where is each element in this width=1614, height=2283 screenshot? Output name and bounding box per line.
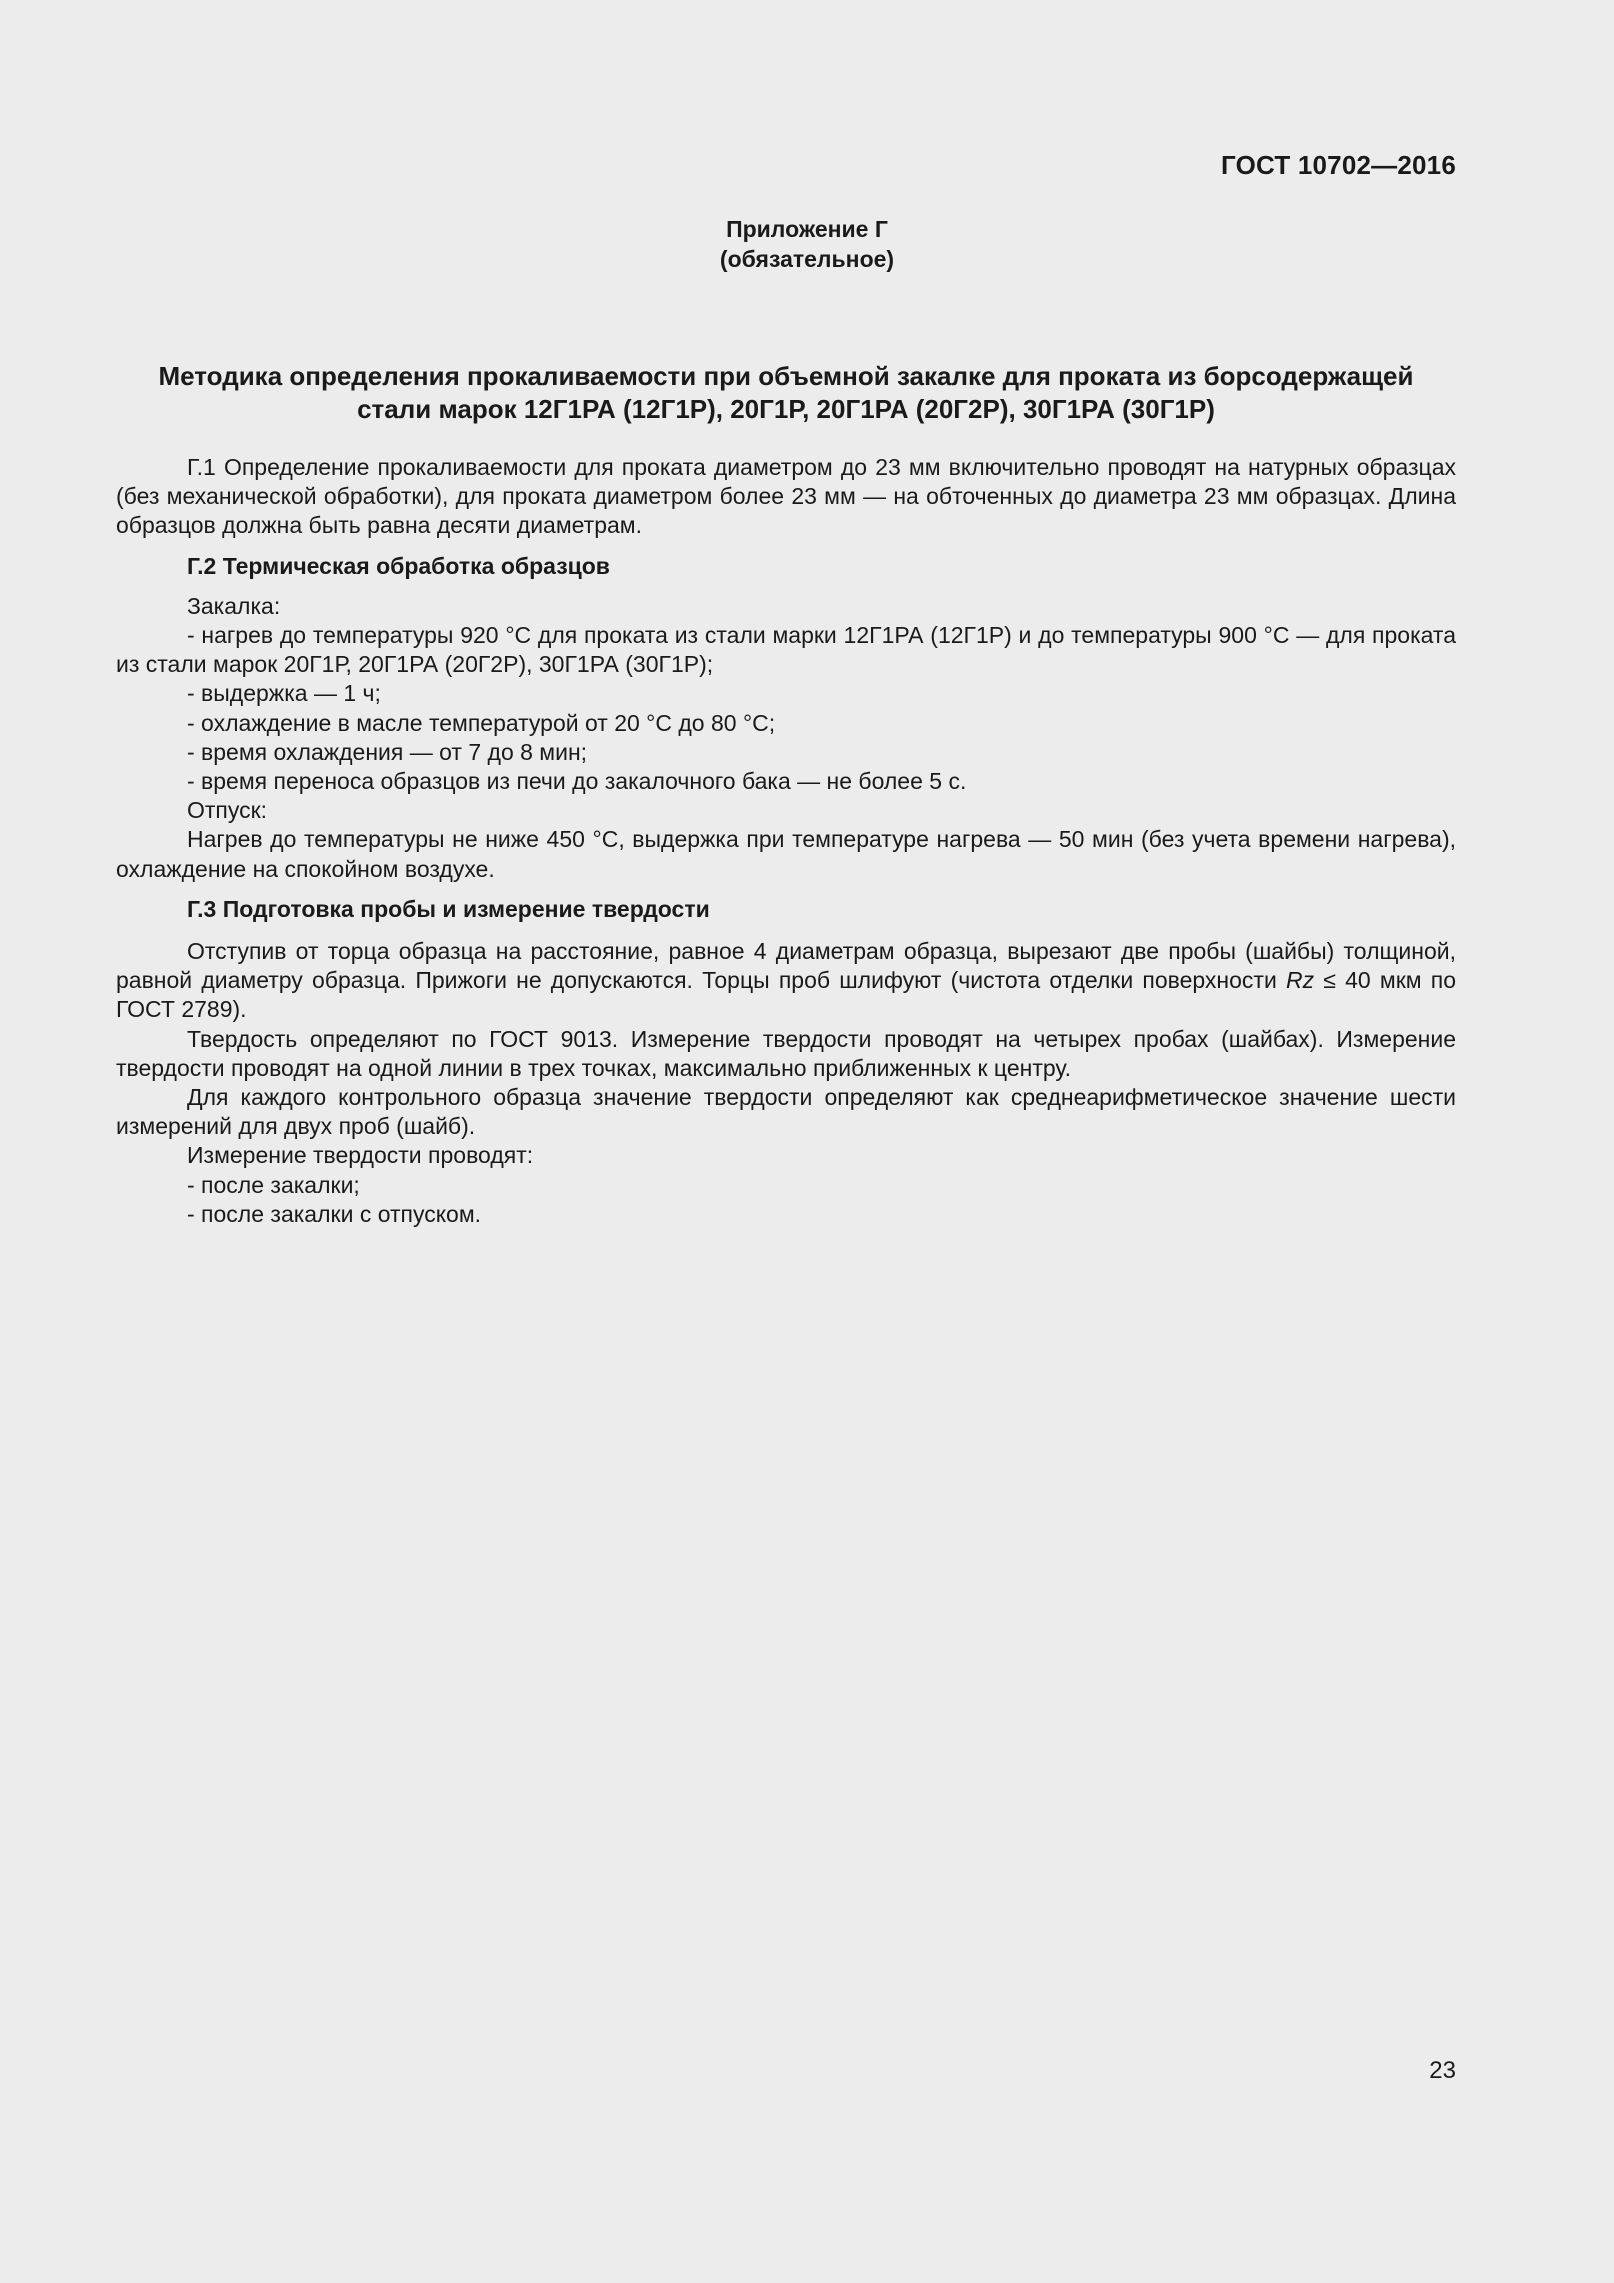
paragraph-g3-1-start: Отступив от торца образца на расстояние, равное 4 диаметрам образца, вырезают две пробы (шайбы) толщиной, равной диаметру образца. Прижоги не допускаются. Торцы проб шлифуют (чистота отделки поверхности	[116, 938, 1456, 994]
temper-label: Отпуск:	[187, 797, 268, 824]
section-title-line-1: Методика определения прокаливаемости при объемной закалке для проката из борсодержащей	[158, 361, 1414, 391]
quench-item-3: - охлаждение в масле температурой от 20 °С до 80 °С;	[187, 709, 776, 736]
quench-item-4: - время охлаждения — от 7 до 8 мин;	[187, 738, 588, 765]
paragraph-g3-1	[116, 937, 1456, 1025]
quench-label: Закалка:	[187, 592, 281, 619]
page-number: 23	[1429, 2057, 1456, 2084]
annex-title: Приложение Г	[726, 216, 888, 242]
heading-g2: Г.2 Термическая обработка образцов	[187, 552, 610, 579]
hardness-item-2: - после закалки с отпуском.	[187, 1200, 482, 1227]
paragraph-g3-3: Для каждого контрольного образца значение твердости определяют как среднеарифметическое значение шести измерений для двух проб (шайб).	[116, 1084, 1456, 1140]
temper-text: Нагрев до температуры не ниже 450 °С, выдержка при температуре нагрева — 50 мин (без учета времени нагрева), охлаждение на спокойном воздухе.	[116, 826, 1456, 882]
quench-item-2: - выдержка — 1 ч;	[187, 680, 381, 707]
paragraph-g3-2: Твердость определяют по ГОСТ 9013. Измерение твердости проводят на четырех пробах (шайбах). Измерение твердости проводят на одной линии в трех точках, максимально приближенных к центру.	[116, 1025, 1456, 1081]
section-title-line-2: стали марок 12Г1РА (12Г1Р), 20Г1Р, 20Г1РА (20Г2Р), 30Г1РА (30Г1Р)	[357, 394, 1215, 424]
quench-item-1: - нагрев до температуры 920 °С для проката из стали марки 12Г1РА (12Г1Р) и до температуры 900 °С — для проката из стали марок 20Г1Р, 20Г1РА (20Г2Р), 30Г1РА (30Г1Р);	[116, 622, 1456, 678]
document-code: ГОСТ 10702—2016	[1221, 150, 1456, 180]
document-body	[116, 453, 1456, 1229]
section-title	[116, 360, 1456, 426]
hardness-item-1: - после закалки;	[187, 1171, 360, 1198]
heading-g3: Г.3 Подготовка пробы и измерение твердости	[187, 895, 710, 922]
annex-heading	[0, 214, 1614, 274]
annex-status: (обязательное)	[719, 246, 895, 272]
paragraph-g1: Г.1 Определение прокаливаемости для проката диаметром до 23 мм включительно проводят на натурных образцах (без механической обработки), для проката диаметром более 23 мм — на обточенных до диаметра 23 мм образцах. Длина образцов должна быть равна десяти диаметрам.	[116, 454, 1456, 539]
paragraph-g3-4: Измерение твердости проводят:	[187, 1142, 534, 1169]
paragraph-g3-1-end: ≤ 40 мкм по ГОСТ 2789).	[116, 967, 1457, 1023]
rz-symbol: Rz	[1286, 967, 1315, 994]
quench-item-5: - время переноса образцов из печи до закалочного бака — не более 5 с.	[187, 768, 967, 795]
